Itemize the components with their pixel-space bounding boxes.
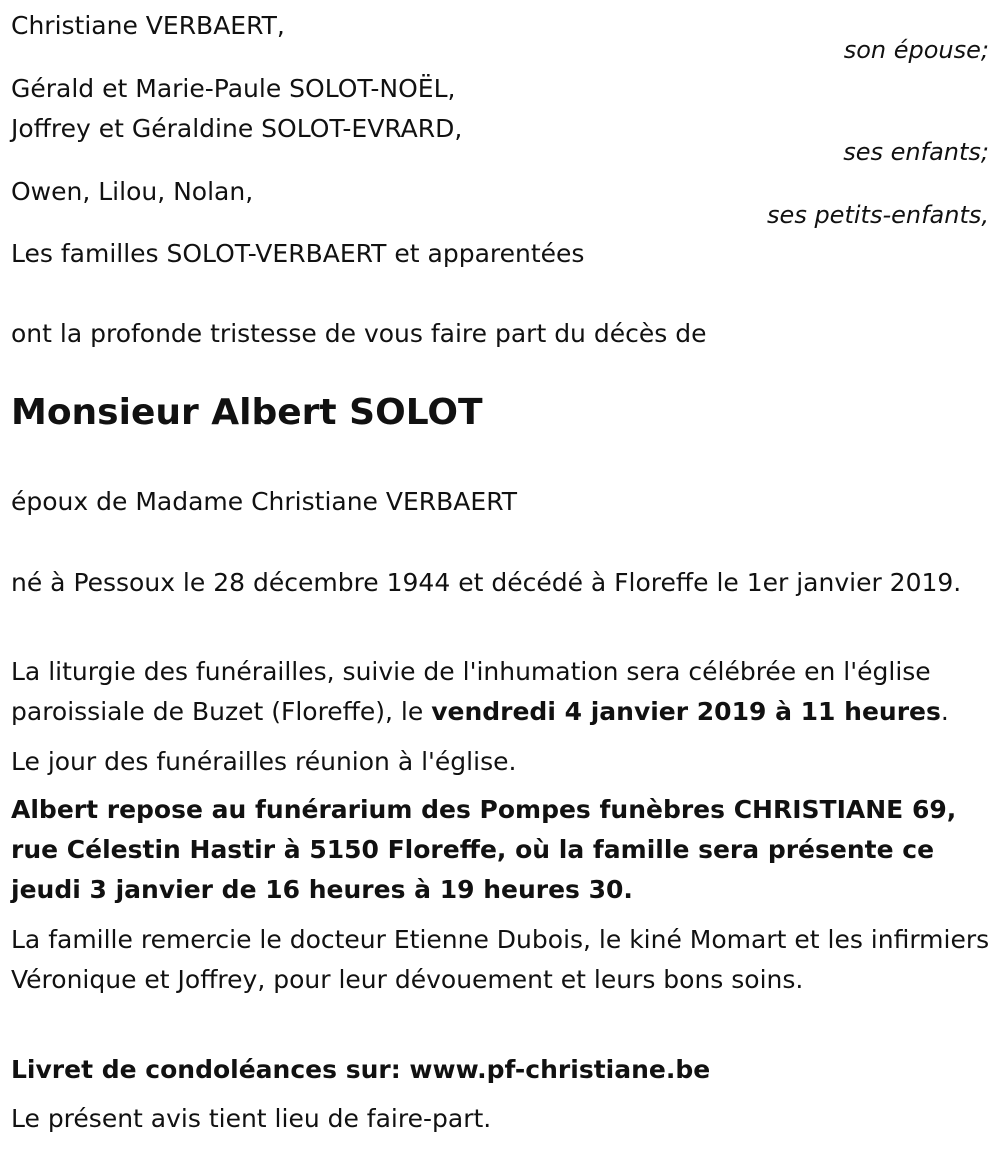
notice: Le présent avis tient lieu de faire-part. <box>11 1104 492 1133</box>
grandchildren-role: ses petits-enfants, <box>767 201 989 229</box>
child-2: Joffrey et Géraldine SOLOT-EVRARD, <box>11 114 463 143</box>
spouse-name: Christiane VERBAERT, <box>11 11 285 40</box>
spouse-role: son épouse; <box>843 36 989 64</box>
liturgy-end: . <box>940 697 949 726</box>
condolences: Livret de condoléances sur: www.pf-christiane.be <box>11 1055 711 1084</box>
spouse-of: époux de Madame Christiane VERBAERT <box>11 487 518 516</box>
grandchildren: Owen, Lilou, Nolan, <box>11 177 254 206</box>
child-1: Gérald et Marie-Paule SOLOT-NOËL, <box>11 74 456 103</box>
funerarium: Albert repose au funérarium des Pompes funèbres CHRISTIANE 69, rue Célestin Hastir à 5150 Floreffe, où la famille sera présente ce jeudi 3 janvier de 16 heures à 19 heures 30. <box>11 795 957 904</box>
meeting: Le jour des funérailles réunion à l'église. <box>11 747 517 776</box>
children-role: ses enfants; <box>843 138 989 166</box>
announcement: ont la profonde tristesse de vous faire part du décès de <box>11 319 707 348</box>
deceased-name: Monsieur Albert SOLOT <box>11 392 483 433</box>
liturgy-paragraph <box>11 652 993 732</box>
thanks: La famille remercie le docteur Etienne Dubois, le kiné Momart et les infirmiers Véronique et Joffrey, pour leur dévouement et leurs bons soins. <box>11 925 990 994</box>
liturgy-date: vendredi 4 janvier 2019 à 11 heures <box>431 697 941 726</box>
families: Les familles SOLOT-VERBAERT et apparentées <box>11 239 585 268</box>
birth-death: né à Pessoux le 28 décembre 1944 et décédé à Floreffe le 1er janvier 2019. <box>11 568 962 597</box>
liturgy-text: La liturgie des funérailles, suivie de l'inhumation sera célébrée en l'église paroissiale de Buzet (Floreffe), le <box>11 657 931 726</box>
